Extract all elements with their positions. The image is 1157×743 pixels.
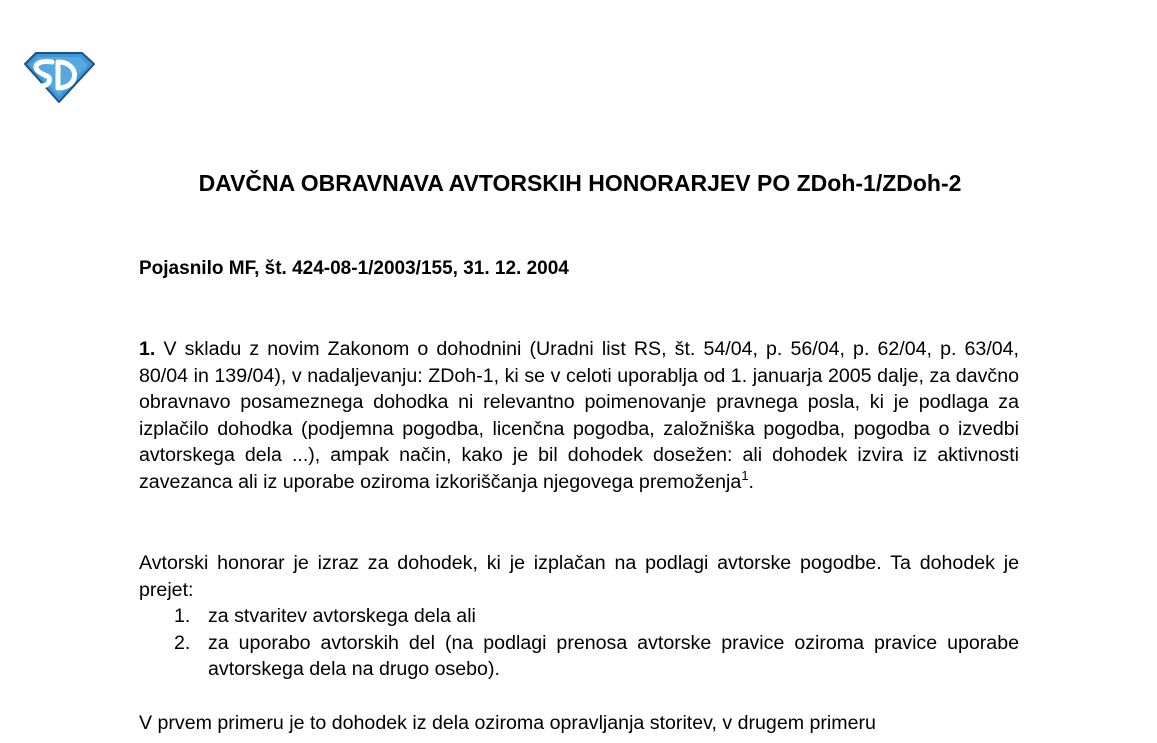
list-item-marker: 2. <box>174 631 191 654</box>
list-item <box>139 630 1019 683</box>
paragraph-1-end: . <box>748 470 754 493</box>
company-logo <box>22 50 96 104</box>
document-title: DAVČNA OBRAVNAVA AVTORSKIH HONORARJEV PO ZDoh-1/ZDoh-2 <box>198 170 962 196</box>
paragraph-3: V prvem primeru je to dohodek iz dela oziroma opravljanja storitev, v drugem primeru <box>139 712 876 734</box>
document-subtitle: Pojasnilo MF, št. 424-08-1/2003/155, 31. 12. 2004 <box>139 258 569 279</box>
list-item-text: za stvaritev avtorskega dela ali <box>208 605 476 627</box>
paragraph-1-text: V skladu z novim Zakonom o dohodnini (Uradni list RS, št. 54/04, p. 56/04, p. 62/04, p. 63/04, 80/04 in 139/04), v nadaljevanju: ZDoh-1, ki se v celoti uporablja od 1. januarja 2005 dalje, za davčno obravnavo posameznega dohodka ni relevantno poimenovanje pravnega posla, ki je podlaga za izplačilo dohodka (podjemna pogodba, licenčna pogodba, založniška pogodba, pogodba o izvedbi avtorskega dela ...), ampak način, kako je bil dohodek dosežen: ali dohodek izvira iz aktivnosti zavezanca ali iz uporabe oziroma izkoriščanja njegovega premoženja <box>139 338 1019 493</box>
list-item-text: za uporabo avtorskih del (na podlagi prenosa avtorske pravice oziroma pravice uporabe avtorskega dela na drugo osebo). <box>208 631 1019 681</box>
numbered-list <box>139 603 1019 683</box>
footnote-reference[interactable]: 1 <box>741 467 749 483</box>
paragraph-number: 1. <box>139 338 156 360</box>
paragraph-1 <box>139 336 1019 496</box>
list-item <box>139 603 1019 630</box>
list-item-marker: 1. <box>174 605 191 627</box>
paragraph-2: Avtorski honorar je izraz za dohodek, ki je izplačan na podlagi avtorske pogodbe. Ta dohodek je prejet: <box>139 552 1019 601</box>
